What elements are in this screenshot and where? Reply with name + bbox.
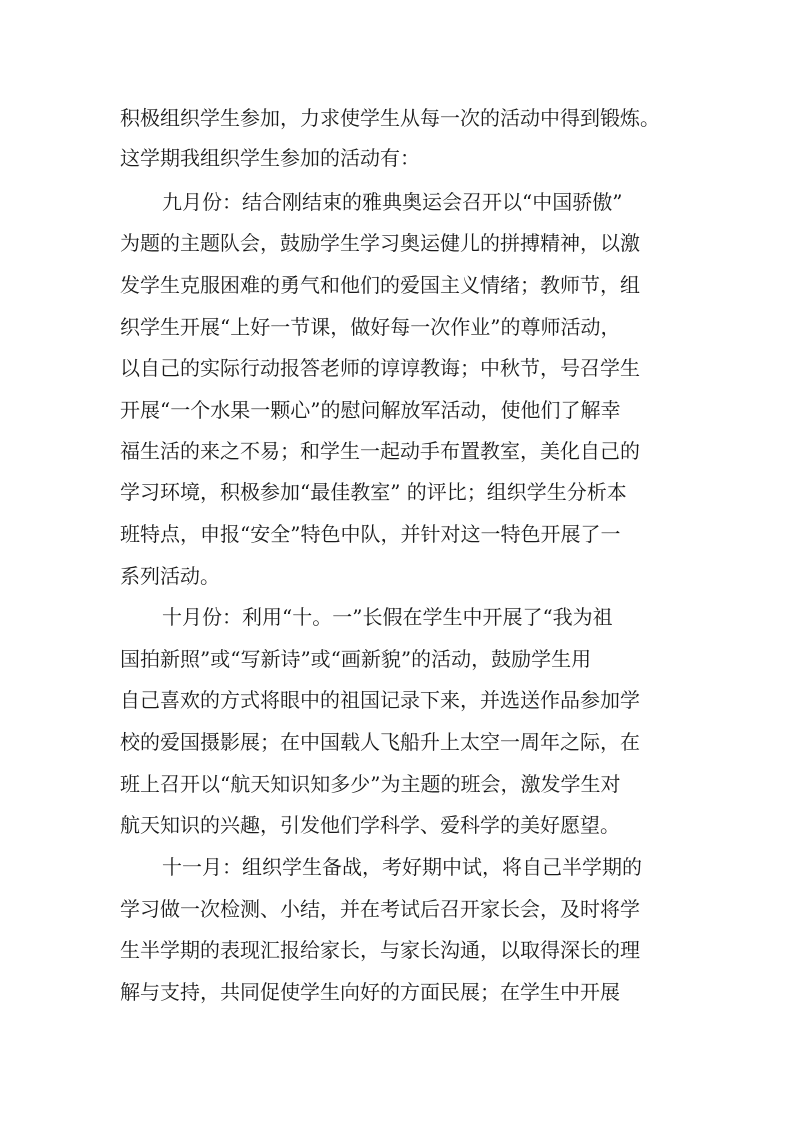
text-line-17: 班上召开以“航天知识知多少”为主题的班会，激发学生对 bbox=[120, 772, 621, 796]
text-line-4: 为题的主题队会，鼓励学生学习奥运健儿的拼搏精神，以激 bbox=[120, 231, 640, 255]
paragraph-october-line-1: 十月份：利用“十。一”长假在学生中开展了“我为祖 bbox=[162, 605, 613, 629]
text-line-15: 自己喜欢的方式将眼中的祖国记录下来，并选送作品参加学 bbox=[120, 688, 640, 712]
text-line-10: 学习环境，积极参加“最佳教室” 的评比；组织学生分析本 bbox=[120, 480, 627, 504]
text-line-7: 以自己的实际行动报答老师的谆谆教诲；中秋节，号召学生 bbox=[120, 356, 640, 380]
text-line-1: 积极组织学生参加，力求使学生从每一次的活动中得到锻炼。 bbox=[120, 106, 660, 130]
text-line-9: 福生活的来之不易；和学生一起动手布置教室，美化自己的 bbox=[120, 439, 640, 463]
text-line-2: 这学期我组织学生参加的活动有： bbox=[120, 146, 420, 170]
text-line-14: 国拍新照”或“写新诗”或“画新貌”的活动，鼓励学生用 bbox=[120, 647, 592, 671]
text-line-18: 航天知识的兴趣，引发他们学科学、爱科学的美好愿望。 bbox=[120, 813, 620, 837]
text-line-12: 系列活动。 bbox=[120, 564, 220, 588]
text-line-6: 织学生开展“上好一节课，做好每一次作业”的尊师活动， bbox=[120, 315, 621, 339]
text-line-22: 解与支持，共同促使学生向好的方面民展；在学生中开展 bbox=[120, 980, 620, 1004]
text-line-20: 学习做一次检测、小结，并在考试后召开家长会，及时将学 bbox=[120, 897, 640, 921]
text-line-16: 校的爱国摄影展；在中国载人飞船升上太空一周年之际，在 bbox=[120, 730, 640, 754]
paragraph-november-line-1: 十一月：组织学生备战，考好期中试，将自己半学期的 bbox=[162, 855, 642, 879]
text-line-11: 班特点，申报“安全”特色中队，并针对这一特色开展了一 bbox=[120, 522, 621, 546]
text-line-8: 开展“一个水果一颗心”的慰问解放军活动，使他们了解幸 bbox=[120, 398, 621, 422]
paragraph-september-line-1: 九月份：结合刚结束的雅典奥运会召开以“中国骄傲” bbox=[162, 190, 623, 214]
text-line-5: 发学生克服困难的勇气和他们的爱国主义情绪；教师节，组 bbox=[120, 273, 640, 297]
text-line-21: 生半学期的表现汇报给家长，与家长沟通，以取得深长的理 bbox=[120, 938, 640, 962]
